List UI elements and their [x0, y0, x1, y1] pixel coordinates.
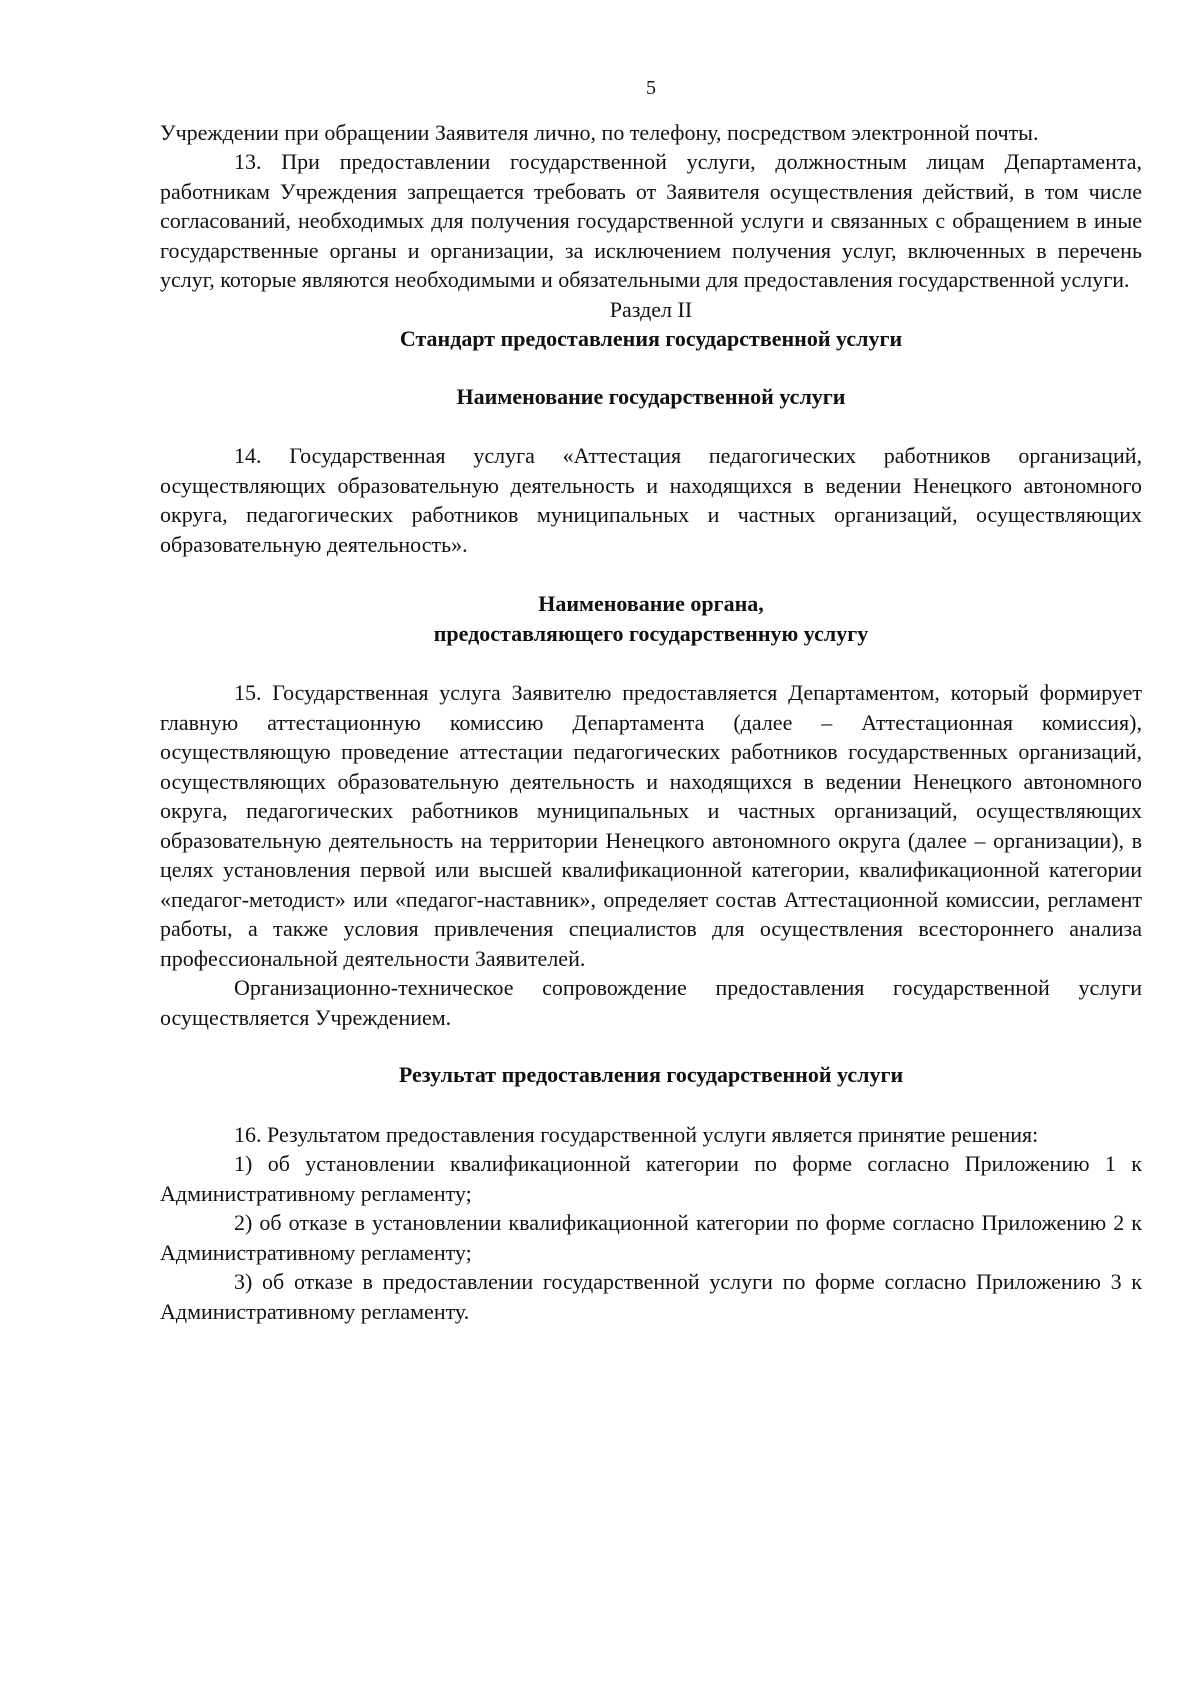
paragraph-13: 13. При предоставлении государственной услуги, должностным лицам Департамента, работникам Учреждения запрещается требовать от Заявителя осуществления действий, в том числе согласований, необходимых для получения государственной услуги и связанных с обращением в иные государственные органы и организации, за исключением получения услуг, включенных в перечень услуг, которые являются необходимыми и обязательными для предоставления государственной услуги. — [160, 149, 1142, 292]
page-number: 5 — [646, 77, 656, 99]
paragraph-15-support: Организационно-техническое сопровождение предоставления государственной услуги осуществляется Учреждением. — [160, 975, 1142, 1030]
section-title: Стандарт предоставления государственной услуги — [399, 326, 903, 351]
heading-authority-line2: предоставляющего государственную услугу — [433, 620, 869, 646]
heading-result: Результат предоставления государственной услуги — [398, 1062, 904, 1087]
paragraph-16: 16. Результатом предоставления государственной услуги является принятие решения: — [234, 1121, 1039, 1147]
section-label: Раздел II — [609, 296, 693, 322]
heading-authority-line1: Наименование органа, — [538, 591, 764, 616]
paragraph-16-item-1: 1) об установлении квалификационной категории по форме согласно Приложению 1 к Административному регламенту; — [160, 1151, 1142, 1206]
paragraph-14: 14. Государственная услуга «Аттестация педагогических работников организаций, осуществляющих образовательную деятельность и находящихся в ведении Ненецкого автономного округа, педагогических работников муниципальных и частных организаций, осуществляющих образовательную деятельность». — [160, 443, 1142, 557]
document-page — [160, 74, 1142, 1326]
paragraph-continued: Учреждении при обращении Заявителя лично, по телефону, посредством электронной почты. — [160, 119, 1039, 145]
paragraph-16-item-2: 2) об отказе в установлении квалификационной категории по форме согласно Приложению 2 к Административному регламенту; — [160, 1210, 1142, 1265]
heading-service-name: Наименование государственной услуги — [456, 383, 846, 409]
paragraph-16-item-3: 3) об отказе в предоставлении государственной услуги по форме согласно Приложению 3 к Административному регламенту. — [160, 1269, 1142, 1324]
paragraph-15: 15. Государственная услуга Заявителю предоставляется Департаментом, который формирует главную аттестационную комиссию Департамента (далее – Аттестационная комиссия), осуществляющую проведение аттестации педагогических работников государственных организаций, осуществляющих образовательную деятельность и находящихся в ведении Ненецкого автономного округа, педагогических работников муниципальных и частных организаций, осуществляющих образовательную деятельность на территории Ненецкого автономного округа (далее – организации), в целях установления первой или высшей квалификационной категории, квалификационной категории «педагог-методист» или «педагог-наставник», определяет состав Аттестационной комиссии, регламент работы, а также условия привлечения специалистов для осуществления всестороннего анализа профессиональной деятельности Заявителей. — [160, 680, 1142, 971]
